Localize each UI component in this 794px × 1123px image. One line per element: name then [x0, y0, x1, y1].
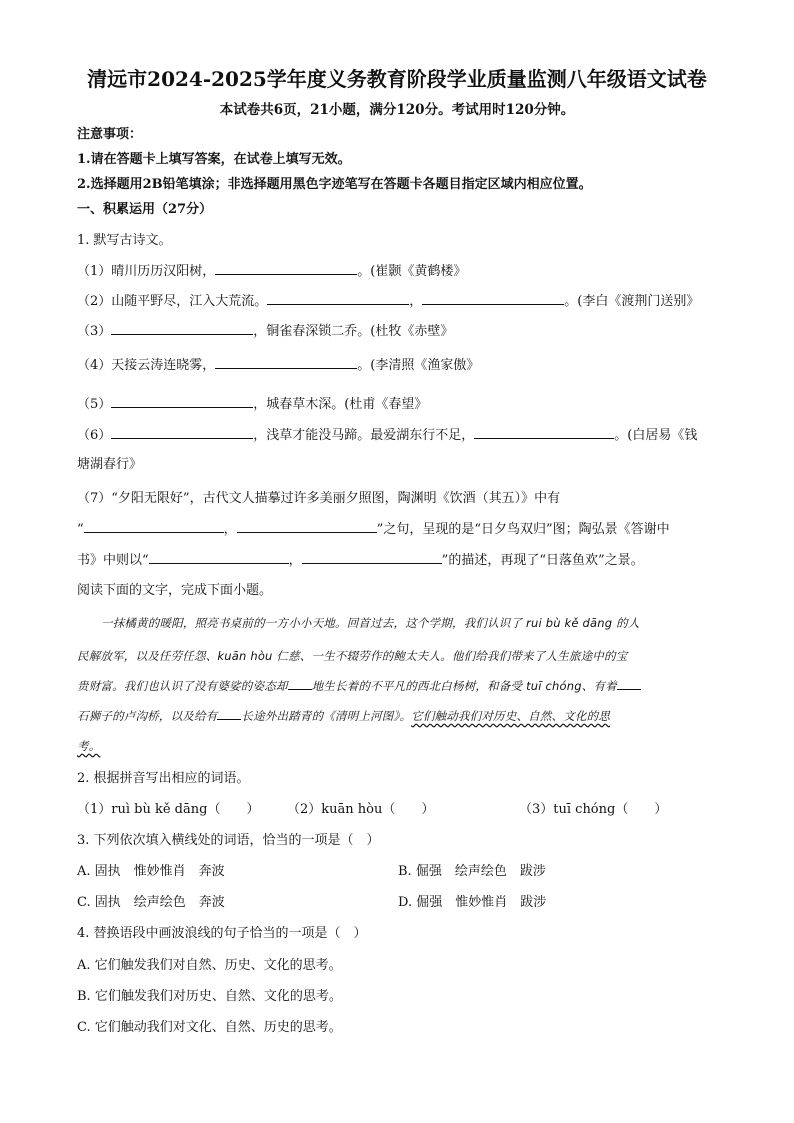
q1-item-6: [77, 426, 697, 445]
answer-blank[interactable]: [215, 262, 357, 275]
q2-option-2: （2）kuān hòu（ ）: [287, 802, 435, 817]
reading-intro: 阅读下面的文字，完成下面小题。: [77, 583, 273, 598]
q3-option-d[interactable]: D. 倔强 惟妙惟肖 跋涉: [398, 895, 547, 910]
q4-option-c[interactable]: C. 它们触动我们对文化、自然、历史的思考。: [77, 1020, 342, 1035]
q1-item-7-line-2: [77, 520, 670, 539]
comma: ，: [223, 522, 237, 537]
q1-item-1-text: （1）晴川历历汉阳树，: [77, 264, 216, 279]
reading-passage-line-2: 民解放军，以及任劳任怨、kuān hòu 仁慈、一生不辍劳作的鲍太夫人。他们给我们带来了人生旅途中的宝: [77, 649, 628, 663]
q1-item-6-num: （6）: [77, 428, 112, 443]
answer-blank[interactable]: [111, 426, 253, 439]
q1-item-7-line-3-tail: ”的描述，再现了“日落鱼欢”之景。: [441, 553, 644, 568]
q3-stem: 3. 下列依次填入横线处的词语，恰当的一项是（ ）: [77, 833, 380, 848]
section-1-heading: 一、积累运用（27分）: [77, 202, 213, 217]
q1-item-2-source: 。(李白《渡荆门送别》: [564, 294, 700, 309]
passage-blank: [288, 677, 312, 690]
wavy-underlined-sentence: 它们触动我们对历史、自然、文化的思: [411, 709, 611, 723]
q1-item-3-num: （3）: [77, 324, 112, 339]
passage-blank: [617, 677, 641, 690]
passage-text: 贵财富。我们也认识了没有婆娑的姿态却: [77, 679, 288, 693]
reading-passage-line-1: 一抹橘黄的暖阳，照亮书桌前的一方小小天地。回首过去，这个学期，我们认识了 rui bù kě dāng 的人: [101, 616, 640, 630]
answer-blank[interactable]: [422, 292, 564, 305]
q1-item-7-line-1: （7）“夕阳无限好”，古代文人描摹过许多美丽夕照图，陶渊明《饮酒（其五）》中有: [77, 491, 561, 506]
notes-item-2: 2.选择题用2B铅笔填涂；非选择题用黑色字迹笔写在答题卡各题目指定区域内相应位置。: [77, 177, 592, 192]
answer-blank[interactable]: [111, 395, 253, 408]
q1-item-6-continued: 塘湖春行》: [77, 457, 143, 472]
q4-option-b[interactable]: B. 它们触发我们对历史、自然、文化的思考。: [77, 989, 342, 1004]
comma: ，: [288, 553, 302, 568]
answer-blank[interactable]: [237, 520, 377, 533]
quote-open: “: [77, 522, 84, 537]
q2-option-1: （1）ruì bù kě dāng（ ）: [77, 802, 260, 817]
q1-item-3-text: ，铜雀春深锁二乔。(杜牧《赤壁》: [253, 324, 454, 339]
reading-passage-line-3: [77, 677, 641, 695]
reading-passage-line-4: [77, 707, 610, 725]
q1-item-6-source: 。(白居易《钱: [614, 428, 698, 443]
q2-stem: 2. 根据拼音写出相应的词语。: [77, 771, 250, 786]
q1-item-6-text: ，浅草才能没马蹄。最爱湖东行不足，: [253, 428, 475, 443]
q1-item-5-text: ，城春草木深。(杜甫《春望》: [253, 397, 428, 412]
answer-blank[interactable]: [111, 322, 253, 335]
q1-item-3: [77, 322, 453, 341]
notes-item-1: 1.请在答题卡上填写答案，在试卷上填写无效。: [77, 152, 351, 167]
notes-heading: 注意事项：: [77, 127, 143, 142]
answer-blank[interactable]: [267, 292, 409, 305]
q1-item-2: [77, 292, 699, 311]
q1-item-5-num: （5）: [77, 397, 112, 412]
q1-item-1: [77, 262, 466, 281]
wavy-underlined-sentence-end: 考。: [77, 739, 101, 753]
q1-item-4-text: （4）天接云涛连晓雾，: [77, 358, 216, 373]
q1-item-7-line-3-text: 书》中则以“: [77, 553, 149, 568]
reading-passage-line-5: [77, 737, 100, 755]
q3-option-b[interactable]: B. 倔强 绘声绘色 跋涉: [398, 864, 546, 879]
exam-subtitle: 本试卷共6页，21小题，满分120分。考试用时120分钟。: [219, 102, 575, 118]
q1-item-5: [77, 395, 427, 414]
q1-item-2-text: （2）山随平野尽，江入大荒流。: [77, 294, 268, 309]
q1-item-7-line-2-text: ”之句，呈现的是“日夕鸟双归”图；陶弘景《答谢中: [376, 522, 670, 537]
q4-option-a[interactable]: A. 它们触发我们对自然、历史、文化的思考。: [77, 958, 342, 973]
q1-item-4-source: 。(李清照《渔家傲》: [357, 358, 480, 373]
q1-item-2-comma: ，: [409, 294, 423, 309]
passage-text: 地生长着的不平凡的西北白杨树，和备受 tuī chóng、有着: [311, 679, 617, 693]
passage-blank: [217, 707, 241, 720]
q1-stem: 1. 默写古诗文。: [77, 233, 172, 248]
q4-stem: 4. 替换语段中画波浪线的句子恰当的一项是（ ）: [77, 926, 367, 941]
answer-blank[interactable]: [149, 551, 289, 564]
q3-option-a[interactable]: A. 固执 惟妙惟肖 奔波: [77, 864, 225, 879]
answer-blank[interactable]: [302, 551, 442, 564]
passage-text: 长途外出踏青的《清明上河图》。: [241, 709, 412, 723]
answer-blank[interactable]: [474, 426, 614, 439]
q1-item-4: [77, 356, 479, 375]
answer-blank[interactable]: [84, 520, 224, 533]
q1-item-1-source: 。(崔颢《黄鹤楼》: [357, 264, 467, 279]
q2-option-3: （3）tuī chóng（ ）: [519, 802, 668, 817]
passage-text: 石狮子的卢沟桥，以及给有: [77, 709, 218, 723]
answer-blank[interactable]: [215, 356, 357, 369]
exam-title: 清远市2024-2025学年度义务教育阶段学业质量监测八年级语文试卷: [87, 67, 707, 91]
q1-item-7-line-3: [77, 551, 644, 570]
q3-option-c[interactable]: C. 固执 绘声绘色 奔波: [77, 895, 225, 910]
